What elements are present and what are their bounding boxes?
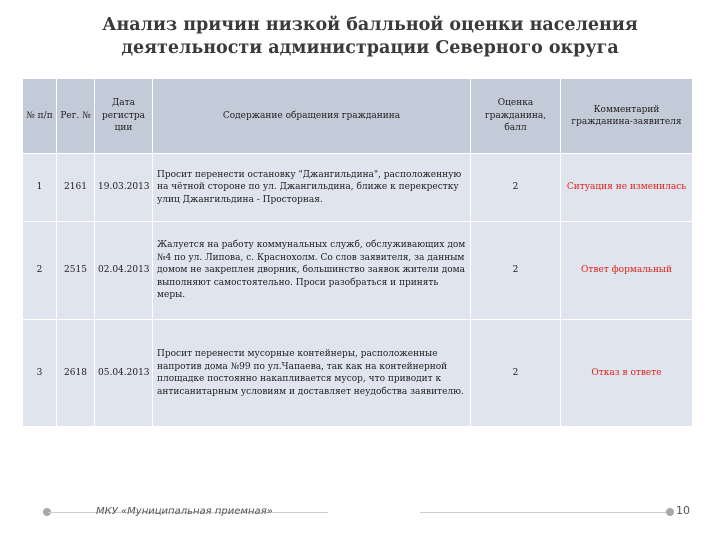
table-header-row bbox=[23, 79, 693, 154]
row-date: 02.04.2013 bbox=[95, 222, 153, 320]
row-content: Просит перенести мусорные контейнеры, расположенные напротив дома №99 по ул.Чапаева, так как на контейнерной площадке постоянно накапливается мусор, что приводит к антисанитарным условиям и доставляет неудобства заявителю. bbox=[153, 320, 471, 427]
row-comment: Ситуация не изменилась bbox=[561, 154, 693, 222]
footer-divider-right bbox=[420, 512, 670, 513]
row-score: 2 bbox=[471, 154, 561, 222]
row-date: 05.04.2013 bbox=[95, 320, 153, 427]
row-reg: 2161 bbox=[57, 154, 95, 222]
title-line-1: Анализ причин низкой балльной оценки населения bbox=[102, 15, 638, 35]
row-content: Жалуется на работу коммунальных служб, обслуживающих дом №4 по ул. Липова, с. Краснохолм. Со слов заявителя, за данным домом не закреплен дворник, большинство заявок жители дома выполняют самостоятельно. Проси разобраться и принять меры. bbox=[153, 222, 471, 320]
table-row bbox=[23, 154, 693, 222]
table-row bbox=[23, 222, 693, 320]
footer-bullet-right bbox=[666, 508, 674, 516]
row-num: 2 bbox=[23, 222, 57, 320]
row-score: 2 bbox=[471, 222, 561, 320]
row-score: 2 bbox=[471, 320, 561, 427]
row-num: 3 bbox=[23, 320, 57, 427]
row-num: 1 bbox=[23, 154, 57, 222]
slide-title bbox=[60, 14, 680, 60]
header-content: Содержание обращения гражданина bbox=[153, 79, 471, 154]
appeals-table bbox=[22, 78, 693, 427]
row-comment: Отказ в ответе bbox=[561, 320, 693, 427]
header-date: Дата регистра ции bbox=[95, 79, 153, 154]
header-score: Оценка гражданина, балл bbox=[471, 79, 561, 154]
header-num: № п/п bbox=[23, 79, 57, 154]
table-row bbox=[23, 320, 693, 427]
row-reg: 2515 bbox=[57, 222, 95, 320]
header-comment: Комментарий гражданина-заявителя bbox=[561, 79, 693, 154]
row-content: Просит перенести остановку "Джангильдина", расположенную на чётной стороне по ул. Джангильдина, ближе к перекрестку улиц Джангильдина - Просторная. bbox=[153, 154, 471, 222]
row-comment: Ответ формальный bbox=[561, 222, 693, 320]
row-date: 19.03.2013 bbox=[95, 154, 153, 222]
row-reg: 2618 bbox=[57, 320, 95, 427]
header-reg: Рег. № bbox=[57, 79, 95, 154]
footer-org-name: МКУ «Муниципальная приемная» bbox=[96, 506, 273, 517]
page-number: 10 bbox=[676, 504, 690, 517]
title-line-2: деятельности администрации Северного округа bbox=[121, 38, 619, 58]
